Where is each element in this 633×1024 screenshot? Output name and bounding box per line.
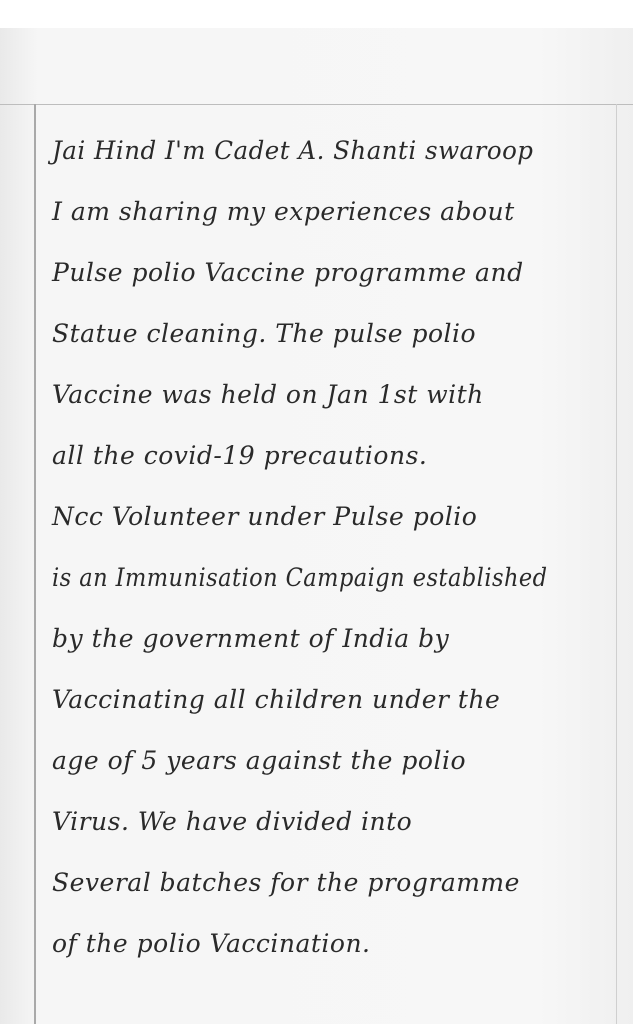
text-line-7: Ncc Volunteer under Pulse polio [52,502,478,531]
text-line-9: by the government of India by [52,624,450,653]
text-line-11: age of 5 years against the polio [52,746,467,775]
text-line-12: Virus. We have divided into [52,807,413,836]
header-rule [0,104,633,105]
right-rule [616,104,617,1024]
text-line-13: Several batches for the programme [52,868,520,897]
text-line-6: all the covid-19 precautions. [52,441,428,470]
text-line-10: Vaccinating all children under the [52,685,501,714]
text-line-1: Jai Hind I'm Cadet A. Shanti swaroop [52,136,534,165]
margin-rule [34,104,36,1024]
text-line-2: I am sharing my experiences about [52,197,515,226]
handwritten-text [52,120,612,974]
text-line-4: Statue cleaning. The pulse polio [52,319,477,348]
text-line-8: is an Immunisation Campaign established [52,563,548,592]
text-line-14: of the polio Vaccination. [52,929,371,958]
text-line-3: Pulse polio Vaccine programme and [52,258,524,287]
top-margin [0,0,633,28]
text-line-5: Vaccine was held on Jan 1st with [52,380,484,409]
